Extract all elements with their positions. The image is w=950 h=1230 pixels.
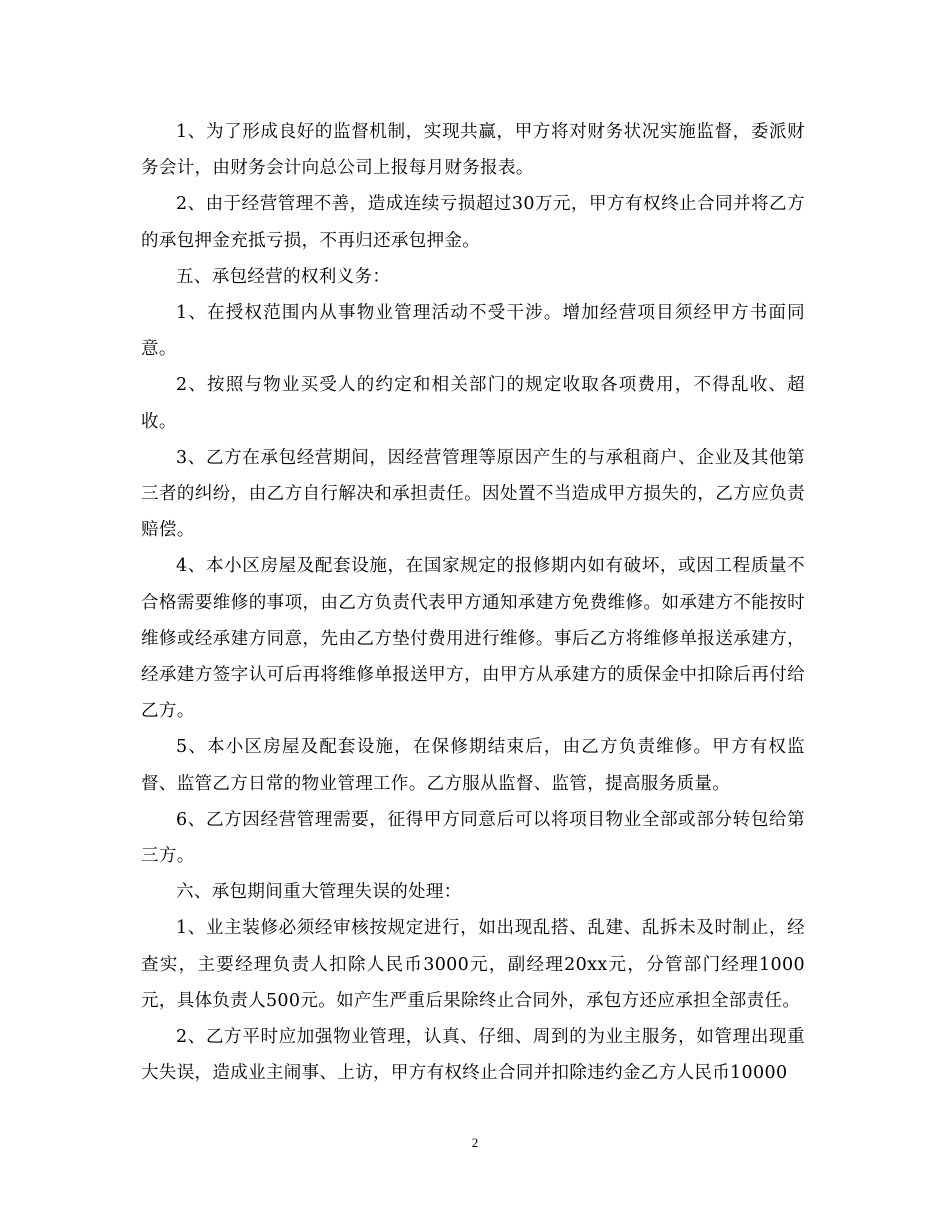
paragraph: 2、由于经营管理不善，造成连续亏损超过30万元，甲方有权终止合同并将乙方的承包押金充抵亏损，不再归还承包押金。 [141,194,805,251]
section-heading: 五、承包经营的权利义务： [176,266,391,287]
paragraph: 5、本小区房屋及配套设施，在保修期结束后，由乙方负责维修。甲方有权监督、监管乙方日常的物业管理工作。乙方服从监督、监管，提高服务质量。 [141,737,805,794]
section-heading: 六、承包期间重大管理失误的处理： [176,882,462,903]
paragraph: 1、为了形成良好的监督机制，实现共赢，甲方将对财务状况实施监督，委派财务会计，由财务会计向总公司上报每月财务报表。 [141,122,805,179]
document-body [141,114,805,1091]
paragraph: 2、乙方平时应加强物业管理，认真、仔细、周到的为业主服务，如管理出现重大失误，造成业主闹事、上访，甲方有权终止合同并扣除违约金乙方人民币10000 [141,1027,805,1084]
paragraph: 6、乙方因经营管理需要，征得甲方同意后可以将项目物业全部或部分转包给第三方。 [141,809,805,867]
paragraph: 2、按照与物业买受人的约定和相关部门的规定收取各项费用，不得乱收、超收。 [141,375,805,432]
paragraph: 1、业主装修必须经审核按规定进行，如出现乱搭、乱建、乱拆未及时制止，经查实，主要经理负责人扣除人民币3000元，副经理20xx元，分管部门经理1000元，具体负责人500元。如产生严重后果除终止合同外，承包方还应承担全部责任。 [141,918,805,1011]
paragraph: 1、在授权范围内从事物业管理活动不受干涉。增加经营项目须经甲方书面同意。 [141,303,805,360]
paragraph: 4、本小区房屋及配套设施，在国家规定的报修期内如有破坏，或因工程质量不合格需要维修的事项，由乙方负责代表甲方通知承建方免费维修。如承建方不能按时维修或经承建方同意，先由乙方垫付费用进行维修。事后乙方将维修单报送承建方，经承建方签字认可后再将维修单报送甲方，由甲方从承建方的质保金中扣除后再付给乙方。 [141,556,805,722]
paragraph: 3、乙方在承包经营期间，因经营管理等原因产生的与承租商户、企业及其他第三者的纠纷，由乙方自行解决和承担责任。因处置不当造成甲方损失的，乙方应负责赔偿。 [141,447,805,541]
page-number: 2 [471,1135,479,1150]
